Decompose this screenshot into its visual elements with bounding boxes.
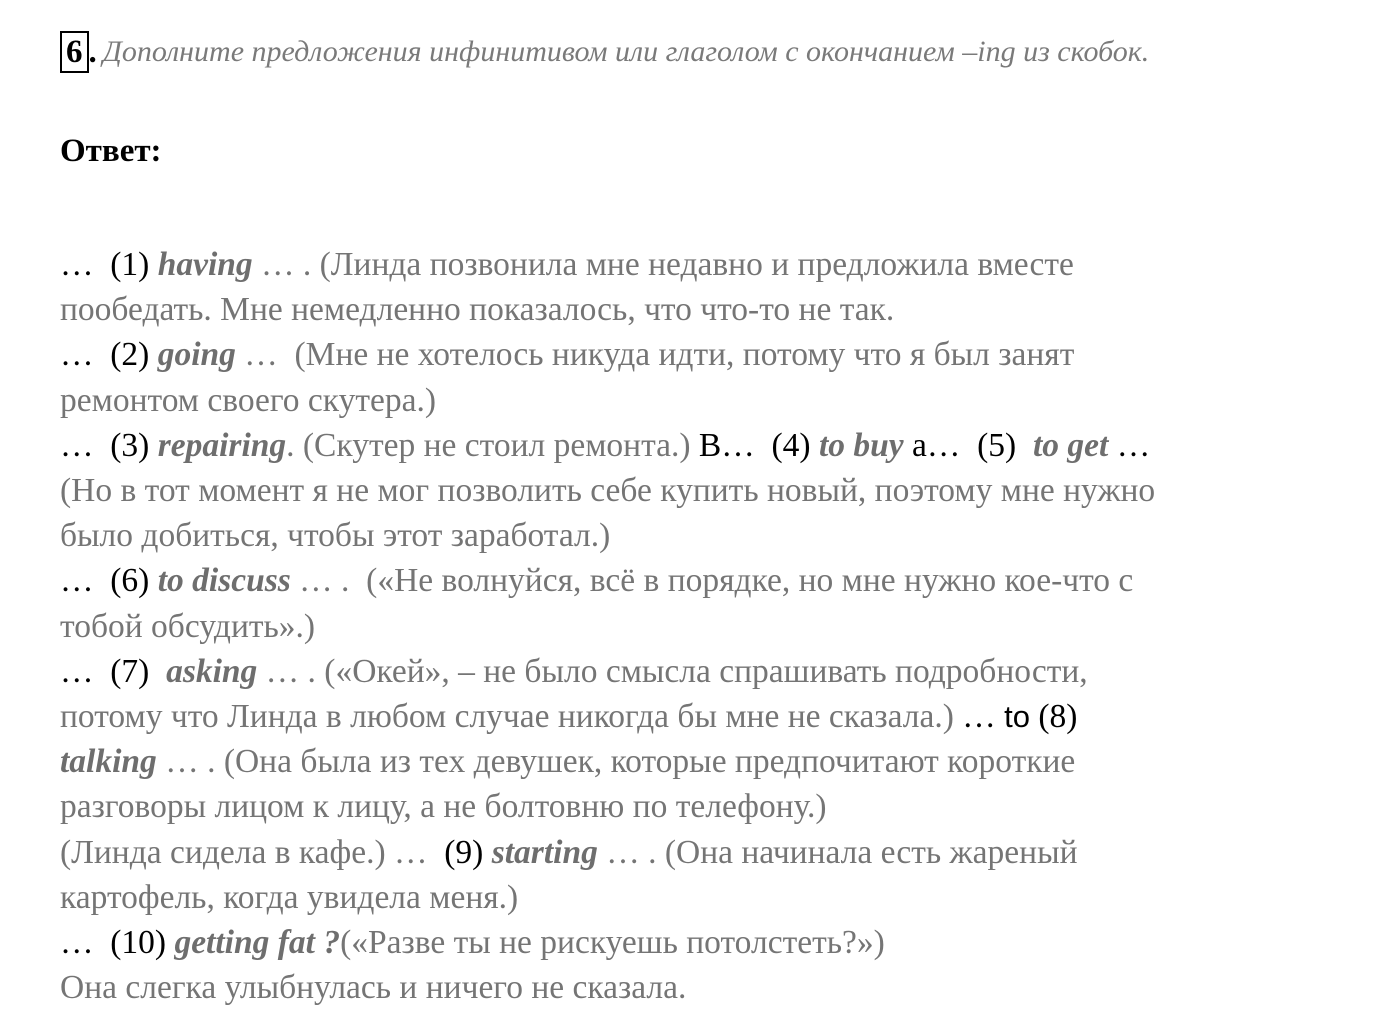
ellipsis: … . <box>261 246 312 283</box>
answer-text <box>60 242 1360 1010</box>
ellipsis: … . <box>165 743 216 781</box>
gap-number-2: (2) <box>110 336 150 374</box>
translation-text: («Окей», – не было смысла спрашивать подробности, <box>324 652 1088 690</box>
gap-number-7: (7) <box>110 652 150 690</box>
answer-line-5 <box>60 423 1360 468</box>
gap-number-5: (5) <box>977 426 1017 464</box>
prompt-text: В… <box>698 426 755 464</box>
answer-line-10 <box>60 649 1360 694</box>
ellipsis: … <box>60 246 94 283</box>
ellipsis: … <box>244 336 278 374</box>
answer-line-13 <box>60 784 1360 829</box>
translation-text: тобой обсудить».) <box>60 607 316 645</box>
answer-word-2: going <box>157 336 236 374</box>
translation-text: («Разве ты не рискуешь потолстеть?») <box>340 924 885 962</box>
ellipsis: … <box>394 833 428 871</box>
translation-text: разговоры лицом к лицу, а не болтовню по телефону.) <box>60 788 827 826</box>
answer-line-14 <box>60 830 1360 875</box>
answer-word-8: talking <box>60 743 157 781</box>
answer-line-17 <box>60 965 1360 1010</box>
ellipsis: … <box>1116 426 1151 464</box>
answer-line-6 <box>60 468 1360 513</box>
translation-text: (Мне не хотелось никуда идти, потому что я был занят <box>294 336 1075 374</box>
translation-text: («Не волнуйся, всё в порядке, но мне нужно кое-что с <box>366 562 1134 600</box>
translation-text: (Она была из тех девушек, которые предпочитают короткие <box>223 743 1076 781</box>
ellipsis: … <box>60 652 94 690</box>
answer-word-1: having <box>157 246 253 283</box>
translation-text: (Линда сидела в кафе.) <box>60 833 386 871</box>
answer-line-9 <box>60 604 1360 649</box>
ellipsis: … . <box>299 562 350 600</box>
answer-line-15 <box>60 875 1360 920</box>
answer-word-10: getting fat ? <box>174 924 341 962</box>
answer-word-3: repairing <box>157 426 287 464</box>
gap-number-9: (9) <box>444 833 484 871</box>
task-instruction: Дополните предложения инфинитивом или глаголом с окончанием –ing из скобок. <box>102 35 1150 68</box>
translation-text: Она слегка улыбнулась и ничего не сказала. <box>60 969 687 1007</box>
translation-text: (Но в тот момент я не мог позволить себе купить новый, поэтому мне нужно <box>60 472 1156 510</box>
answer-word-7: asking <box>166 652 258 690</box>
ellipsis: … . <box>606 833 657 871</box>
translation-text: картофель, когда увидела меня.) <box>60 878 519 916</box>
gap-number-8: (8) <box>1038 698 1078 736</box>
answer-line-3 <box>60 332 1360 377</box>
gap-number-4: (4) <box>771 426 811 464</box>
translation-text: . (Скутер не стоил ремонта.) <box>286 426 691 464</box>
ellipsis: … <box>60 562 94 600</box>
answer-line-8 <box>60 558 1360 603</box>
gap-number-10: (10) <box>110 924 167 962</box>
answer-word-9: starting <box>491 833 598 871</box>
task-header <box>60 31 1149 73</box>
translation-text: потому что Линда в любом случае никогда бы мне не сказала.) <box>60 698 954 736</box>
translation-text: пообедать. Мне немедленно показалось, что что-то не так. <box>60 291 895 329</box>
answer-word-5: to get <box>1032 426 1109 464</box>
ellipsis: … <box>60 924 94 962</box>
answer-line-12 <box>60 739 1360 784</box>
ellipsis: … <box>60 426 94 464</box>
translation-text: было добиться, чтобы этот заработал.) <box>60 517 611 555</box>
answer-line-11 <box>60 694 1360 739</box>
ellipsis: … . <box>265 652 316 690</box>
answer-word-4: to buy <box>818 426 904 464</box>
ellipsis: … <box>962 698 996 736</box>
translation-text: (Линда позвонила мне недавно и предложила вместе <box>319 246 1074 283</box>
prompt-text: a… <box>912 426 961 464</box>
answer-line-2 <box>60 287 1360 332</box>
answer-line-1 <box>60 242 1360 287</box>
prompt-text: to <box>1004 699 1031 735</box>
translation-text: ремонтом своего скутера.) <box>60 381 436 419</box>
answer-line-16 <box>60 920 1360 965</box>
translation-text: (Она начинала есть жареный <box>664 833 1078 871</box>
answer-word-6: to discuss <box>157 562 291 600</box>
answer-line-7 <box>60 513 1360 558</box>
ellipsis: … <box>60 336 94 374</box>
answer-line-4 <box>60 378 1360 423</box>
gap-number-6: (6) <box>110 562 150 600</box>
task-number-box: 6 <box>60 31 89 73</box>
task-number-dot: . <box>88 33 97 70</box>
gap-number-1: (1) <box>110 246 150 283</box>
answer-label: Ответ: <box>60 133 162 169</box>
gap-number-3: (3) <box>110 426 150 464</box>
